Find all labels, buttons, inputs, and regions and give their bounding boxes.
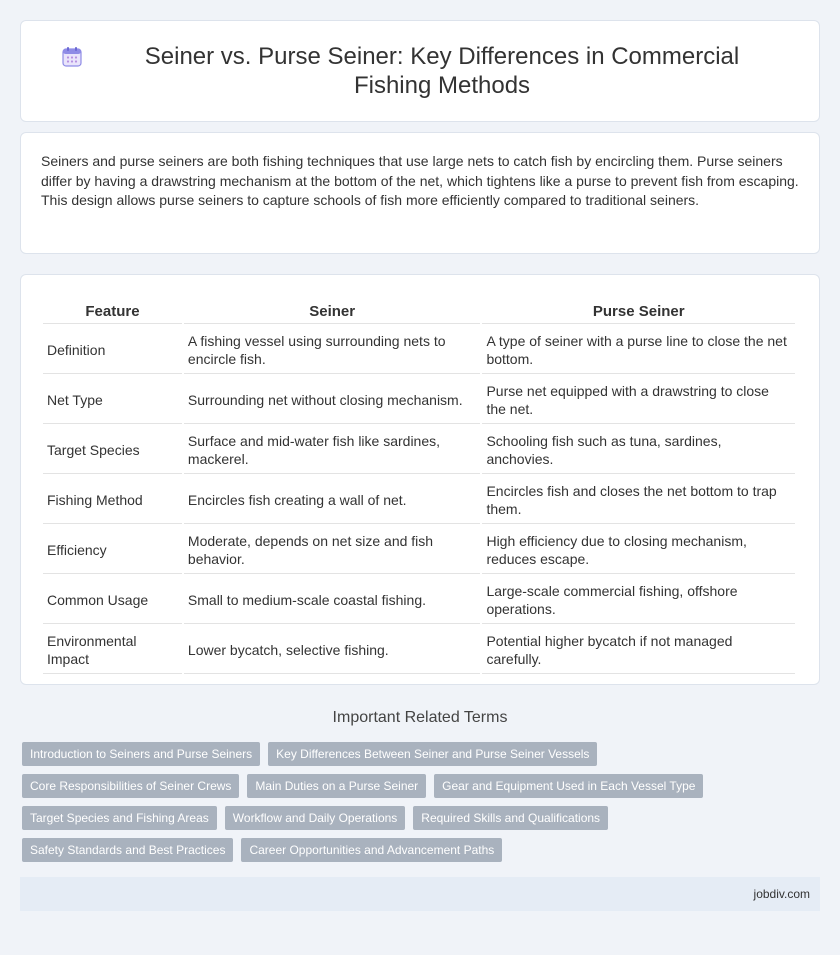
calendar-icon: [61, 46, 83, 68]
header-card: [20, 20, 820, 122]
table-cell-seiner: Small to medium-scale coastal fishing.: [184, 576, 481, 624]
related-term-tag[interactable]: Key Differences Between Seiner and Purse Seiner Vessels: [268, 742, 597, 766]
table-cell-feature: Net Type: [43, 376, 182, 424]
related-term-tag[interactable]: Career Opportunities and Advancement Paths: [241, 838, 502, 862]
related-terms-title: Important Related Terms: [332, 709, 508, 726]
header: [61, 42, 779, 100]
table-cell-feature: Fishing Method: [43, 476, 182, 524]
table-cell-seiner: A fishing vessel using surrounding nets to encircle fish.: [184, 326, 481, 374]
intro-paragraph: Seiners and purse seiners are both fishing techniques that use large nets to catch fish by encircling them. Purse seiners differ by having a drawstring mechanism at the bottom of the net, which tightens like a purse to prevent fish from escaping. This design allows purse seiners to capture schools of fish more efficiently compared to traditional seiners.: [41, 153, 799, 208]
table-cell-purse-seiner: Purse net equipped with a drawstring to close the net.: [482, 376, 795, 424]
column-header-feature: Feature: [43, 296, 182, 324]
related-term-tag[interactable]: Target Species and Fishing Areas: [22, 806, 217, 830]
table-row: [43, 476, 795, 524]
table-cell-feature: Efficiency: [43, 526, 182, 574]
related-term-tag[interactable]: Gear and Equipment Used in Each Vessel Type: [434, 774, 703, 798]
table-cell-purse-seiner: A type of seiner with a purse line to close the net bottom.: [482, 326, 795, 374]
page-title: Seiner vs. Purse Seiner: Key Differences in Commercial Fishing Methods: [144, 43, 740, 99]
related-terms-list: [22, 742, 822, 862]
table-cell-purse-seiner: Schooling fish such as tuna, sardines, anchovies.: [482, 426, 795, 474]
table-cell-seiner: Encircles fish creating a wall of net.: [184, 476, 481, 524]
table-row: [43, 426, 795, 474]
table-cell-feature: Common Usage: [43, 576, 182, 624]
table-row: [43, 326, 795, 374]
table-cell-feature: Target Species: [43, 426, 182, 474]
related-term-tag[interactable]: Main Duties on a Purse Seiner: [247, 774, 426, 798]
table-cell-purse-seiner: High efficiency due to closing mechanism, reduces escape.: [482, 526, 795, 574]
intro-card: [20, 132, 820, 254]
column-header-purse-seiner: Purse Seiner: [482, 296, 795, 324]
footer: [20, 877, 820, 911]
table-cell-feature: Environmental Impact: [43, 626, 182, 674]
table-cell-seiner: Moderate, depends on net size and fish behavior.: [184, 526, 481, 574]
table-header-row: [43, 296, 795, 324]
column-header-seiner: Seiner: [184, 296, 481, 324]
related-term-tag[interactable]: Introduction to Seiners and Purse Seiners: [22, 742, 260, 766]
table-cell-feature: Definition: [43, 326, 182, 374]
table-cell-purse-seiner: Potential higher bycatch if not managed carefully.: [482, 626, 795, 674]
related-term-tag[interactable]: Core Responsibilities of Seiner Crews: [22, 774, 239, 798]
related-term-tag[interactable]: Safety Standards and Best Practices: [22, 838, 233, 862]
table-cell-seiner: Surface and mid-water fish like sardines, mackerel.: [184, 426, 481, 474]
table-cell-seiner: Surrounding net without closing mechanism.: [184, 376, 481, 424]
comparison-card: [20, 274, 820, 685]
footer-site-link[interactable]: jobdiv.com: [753, 887, 810, 901]
table-cell-purse-seiner: Encircles fish and closes the net bottom to trap them.: [482, 476, 795, 524]
related-term-tag[interactable]: Required Skills and Qualifications: [413, 806, 608, 830]
table-row: [43, 626, 795, 674]
table-row: [43, 576, 795, 624]
table-cell-purse-seiner: Large-scale commercial fishing, offshore operations.: [482, 576, 795, 624]
table-row: [43, 526, 795, 574]
comparison-table: [41, 294, 797, 676]
related-term-tag[interactable]: Workflow and Daily Operations: [225, 806, 406, 830]
table-cell-seiner: Lower bycatch, selective fishing.: [184, 626, 481, 674]
table-row: [43, 376, 795, 424]
